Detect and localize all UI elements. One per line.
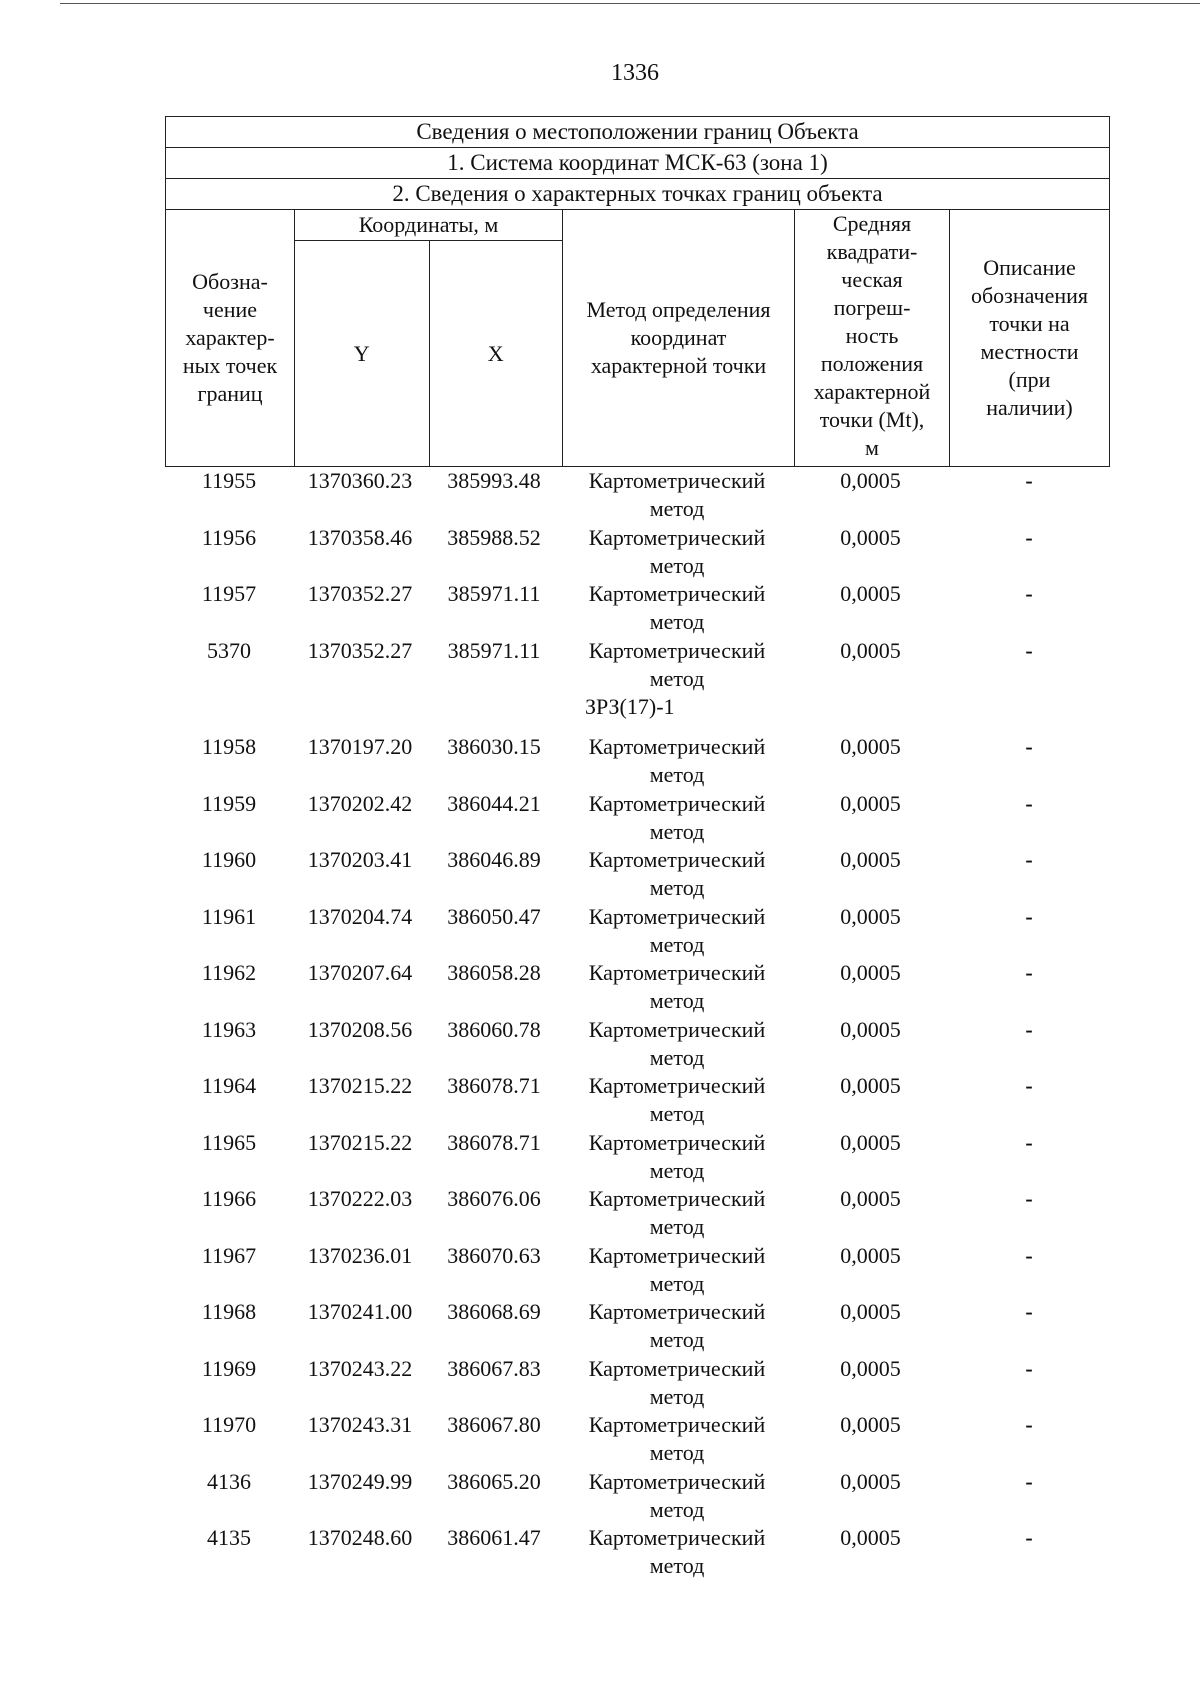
cell-y: 1370207.64 bbox=[307, 960, 413, 985]
cell-point-id: 11969 bbox=[201, 1355, 257, 1381]
cell-error: 0,0005 bbox=[840, 1355, 901, 1381]
table-row bbox=[165, 1072, 1110, 1129]
cell-error: 0,0005 bbox=[840, 847, 901, 872]
cell-error: 0,0005 bbox=[840, 468, 901, 493]
cell-y: 1370352.27 bbox=[307, 637, 413, 663]
table-row bbox=[165, 637, 1110, 694]
cell-x: 386068.69 bbox=[447, 1299, 541, 1324]
cell-method: Картометрический метод bbox=[588, 1299, 766, 1352]
table-row bbox=[165, 1016, 1110, 1073]
cell-error: 0,0005 bbox=[840, 1073, 901, 1098]
cell-y: 1370222.03 bbox=[307, 1186, 413, 1211]
cell-point-id: 11963 bbox=[201, 1016, 257, 1042]
cell-point-id: 11956 bbox=[201, 524, 257, 550]
table-caption-system: 1. Система координат МСК-63 (зона 1) bbox=[165, 147, 1110, 178]
cell-description: - bbox=[1025, 1355, 1033, 1381]
table-row bbox=[165, 1468, 1110, 1525]
cell-method: Картометрический метод bbox=[588, 903, 766, 957]
cell-method: Картометрический метод bbox=[588, 960, 766, 1013]
cell-description: - bbox=[1025, 581, 1033, 606]
cell-method: Картометрический метод bbox=[588, 468, 766, 521]
cell-error: 0,0005 bbox=[840, 1468, 901, 1494]
table-row bbox=[165, 1185, 1110, 1242]
header-description: Описание обозначения точки на местности (при наличии) bbox=[949, 210, 1109, 466]
header-error: Средняя квадрати- ческая погреш- ность положения характерной точки (Mt), м bbox=[794, 210, 949, 466]
cell-y: 1370197.20 bbox=[307, 734, 413, 759]
table-row bbox=[165, 1129, 1110, 1186]
cell-point-id: 11964 bbox=[201, 1073, 257, 1098]
cell-point-id: 11966 bbox=[201, 1186, 257, 1211]
header-point-id: Обозна- чение характер- ных точек границ bbox=[182, 269, 278, 406]
cell-method: Картометрический метод bbox=[588, 1016, 766, 1070]
cell-point-id: 11970 bbox=[201, 1412, 257, 1437]
table-row bbox=[165, 580, 1110, 637]
table-row bbox=[165, 959, 1110, 1016]
cell-x: 386076.06 bbox=[447, 1186, 541, 1211]
cell-x: 385971.11 bbox=[447, 637, 541, 663]
cell-description: - bbox=[1025, 847, 1033, 872]
cell-description: - bbox=[1025, 1468, 1033, 1494]
cell-error: 0,0005 bbox=[840, 1186, 901, 1211]
cell-x: 386078.71 bbox=[447, 1073, 541, 1098]
cell-method: Картометрический метод bbox=[588, 847, 766, 900]
cell-error: 0,0005 bbox=[840, 1129, 901, 1155]
cell-description: - bbox=[1025, 1299, 1033, 1324]
cell-y: 1370360.23 bbox=[307, 468, 413, 493]
cell-y: 1370358.46 bbox=[307, 524, 413, 550]
cell-x: 385988.52 bbox=[447, 524, 541, 550]
table-row bbox=[165, 903, 1110, 960]
cell-error: 0,0005 bbox=[840, 734, 901, 759]
cell-method: Картометрический метод bbox=[588, 1525, 766, 1578]
cell-method: Картометрический метод bbox=[588, 1355, 766, 1409]
cell-y: 1370243.22 bbox=[307, 1355, 413, 1381]
top-rule bbox=[60, 3, 1200, 4]
header-method: Метод определения координат характерной точки bbox=[562, 210, 794, 466]
cell-point-id: 11967 bbox=[201, 1242, 257, 1268]
cell-x: 386050.47 bbox=[447, 903, 541, 929]
cell-error: 0,0005 bbox=[840, 1412, 901, 1437]
cell-y: 1370352.27 bbox=[307, 581, 413, 606]
cell-y: 1370241.00 bbox=[307, 1299, 413, 1324]
cell-method: Картометрический метод bbox=[588, 1468, 766, 1522]
cell-description: - bbox=[1025, 1186, 1033, 1211]
section-label: ЗРЗ(17)-1 bbox=[585, 694, 675, 719]
cell-description: - bbox=[1025, 1412, 1033, 1437]
cell-x: 386030.15 bbox=[447, 734, 541, 759]
cell-x: 386067.80 bbox=[447, 1412, 541, 1437]
cell-method: Картометрический метод bbox=[588, 1129, 766, 1183]
cell-x: 386046.89 bbox=[447, 847, 541, 872]
table-row bbox=[165, 1298, 1110, 1355]
cell-x: 386061.47 bbox=[447, 1525, 541, 1550]
cell-x: 386070.63 bbox=[447, 1242, 541, 1268]
cell-error: 0,0005 bbox=[840, 903, 901, 929]
cell-description: - bbox=[1025, 734, 1033, 759]
cell-error: 0,0005 bbox=[840, 1299, 901, 1324]
cell-y: 1370236.01 bbox=[307, 1242, 413, 1268]
cell-description: - bbox=[1025, 468, 1033, 493]
cell-x: 386067.83 bbox=[447, 1355, 541, 1381]
cell-point-id: 11960 bbox=[201, 847, 257, 872]
cell-point-id: 11955 bbox=[201, 468, 257, 493]
cell-y: 1370202.42 bbox=[307, 790, 413, 816]
cell-method: Картометрический метод bbox=[588, 1186, 766, 1239]
rows-before bbox=[165, 467, 1110, 693]
table-caption-points: 2. Сведения о характерных точках границ объекта bbox=[165, 178, 1110, 209]
table-header bbox=[165, 209, 1110, 467]
cell-point-id: 11957 bbox=[201, 581, 257, 606]
table-row bbox=[165, 1242, 1110, 1299]
cell-method: Картометрический метод bbox=[588, 1073, 766, 1126]
cell-x: 386078.71 bbox=[447, 1129, 541, 1155]
table-row bbox=[165, 733, 1110, 790]
cell-error: 0,0005 bbox=[840, 960, 901, 985]
cell-point-id: 11968 bbox=[201, 1299, 257, 1324]
rows-after bbox=[165, 733, 1110, 1581]
cell-method: Картометрический метод bbox=[588, 734, 766, 787]
cell-point-id: 5370 bbox=[207, 637, 251, 663]
cell-x: 385971.11 bbox=[447, 581, 541, 606]
cell-point-id: 11965 bbox=[201, 1129, 257, 1155]
table-row bbox=[165, 467, 1110, 524]
cell-error: 0,0005 bbox=[840, 637, 901, 663]
cell-error: 0,0005 bbox=[840, 790, 901, 816]
cell-point-id: 11958 bbox=[201, 734, 257, 759]
cell-description: - bbox=[1025, 524, 1033, 550]
cell-description: - bbox=[1025, 1016, 1033, 1042]
cell-error: 0,0005 bbox=[840, 581, 901, 606]
cell-y: 1370248.60 bbox=[307, 1525, 413, 1550]
cell-x: 385993.48 bbox=[447, 468, 541, 493]
cell-description: - bbox=[1025, 790, 1033, 816]
header-coordinates-group bbox=[294, 210, 562, 466]
page-number: 1336 bbox=[611, 60, 659, 86]
cell-point-id: 11959 bbox=[201, 790, 257, 816]
cell-error: 0,0005 bbox=[840, 1525, 901, 1550]
table-row bbox=[165, 524, 1110, 581]
cell-x: 386060.78 bbox=[447, 1016, 541, 1042]
cell-method: Картометрический метод bbox=[588, 524, 766, 578]
table-row bbox=[165, 1411, 1110, 1468]
cell-description: - bbox=[1025, 903, 1033, 929]
cell-y: 1370215.22 bbox=[307, 1073, 413, 1098]
cell-error: 0,0005 bbox=[840, 524, 901, 550]
cell-description: - bbox=[1025, 1242, 1033, 1268]
header-x: X bbox=[429, 241, 563, 466]
cell-y: 1370215.22 bbox=[307, 1129, 413, 1155]
cell-description: - bbox=[1025, 1129, 1033, 1155]
cell-y: 1370204.74 bbox=[307, 903, 413, 929]
cell-y: 1370243.31 bbox=[307, 1412, 413, 1437]
cell-point-id: 4135 bbox=[207, 1525, 251, 1550]
table-caption-objects: Сведения о местоположении границ Объекта bbox=[165, 116, 1110, 147]
cell-error: 0,0005 bbox=[840, 1242, 901, 1268]
cell-y: 1370208.56 bbox=[307, 1016, 413, 1042]
cell-x: 386065.20 bbox=[447, 1468, 541, 1494]
cell-method: Картометрический метод bbox=[588, 581, 766, 634]
cell-x: 386058.28 bbox=[447, 960, 541, 985]
cell-error: 0,0005 bbox=[840, 1016, 901, 1042]
cell-x: 386044.21 bbox=[447, 790, 541, 816]
cell-method: Картометрический метод bbox=[588, 790, 766, 844]
table-row bbox=[165, 790, 1110, 847]
cell-point-id: 11961 bbox=[201, 903, 257, 929]
cell-point-id: 4136 bbox=[207, 1468, 251, 1494]
cell-description: - bbox=[1025, 637, 1033, 663]
cell-y: 1370249.99 bbox=[307, 1468, 413, 1494]
table-row bbox=[165, 846, 1110, 903]
cell-point-id: 11962 bbox=[201, 960, 257, 985]
cell-method: Картометрический метод bbox=[588, 1412, 766, 1465]
cell-description: - bbox=[1025, 1073, 1033, 1098]
cell-description: - bbox=[1025, 960, 1033, 985]
table-row bbox=[165, 1524, 1110, 1581]
header-y: Y bbox=[353, 340, 370, 366]
cell-description: - bbox=[1025, 1525, 1033, 1550]
header-coordinates: Координаты, м bbox=[295, 210, 562, 241]
cell-y: 1370203.41 bbox=[307, 847, 413, 872]
cell-method: Картометрический метод bbox=[588, 1242, 766, 1296]
coordinates-table bbox=[165, 116, 1110, 1581]
cell-method: Картометрический метод bbox=[588, 637, 766, 691]
table-row bbox=[165, 1355, 1110, 1412]
